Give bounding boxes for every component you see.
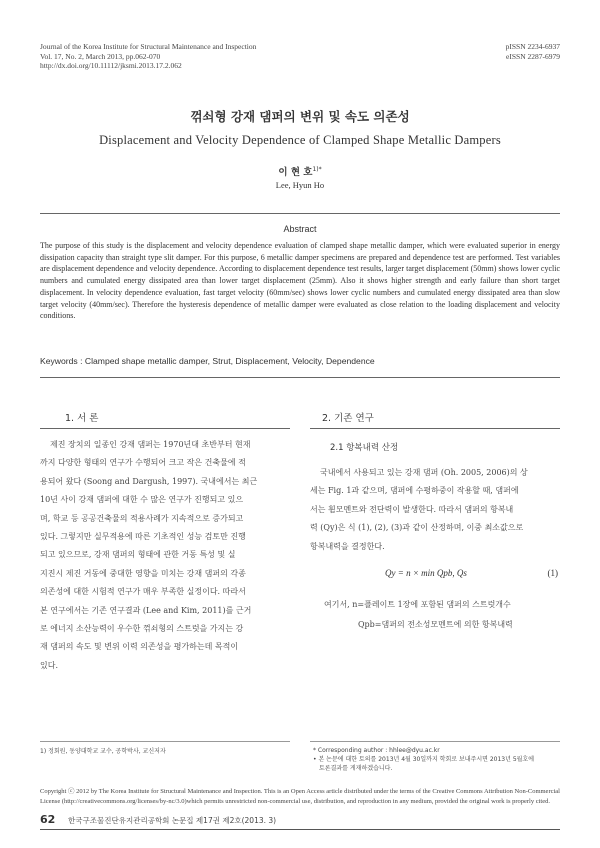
- abstract-bottom-rule: [40, 377, 560, 378]
- pissn: pISSN 2234-6937: [505, 42, 560, 51]
- journal-volume: Vol. 17, No. 2, March 2013, pp.062-070: [40, 51, 161, 61]
- eissn: eISSN 2287-6979: [506, 51, 560, 61]
- subsection-2-1-heading: 2.1 항복내력 산정: [330, 443, 399, 453]
- journal-footer: 한국구조물진단유지관리공학회 논문집 제17권 제2호(2013. 3): [68, 816, 277, 825]
- body-line: 며, 학교 등 공공건축물의 적용사례가 지속적으로 증가되고: [40, 513, 244, 523]
- body-line: 서는 휨모멘트와 전단력이 발생한다. 따라서 댐퍼의 항복내: [310, 504, 514, 514]
- author-english: Lee, Hyun Ho: [275, 180, 325, 190]
- title-english: Displacement and Velocity Dependence of Clamped Shape Metallic Dampers: [99, 133, 501, 147]
- section-2-rule: [310, 428, 560, 429]
- footer-rule: [40, 829, 560, 830]
- body-line: 재 댐퍼의 속도 및 변위 이력 의존성을 평가하는데 목적이: [40, 642, 239, 652]
- discussion-note-cont: 토론결과를 게재하겠습니다.: [319, 765, 393, 773]
- body-line: 10년 사이 강재 댐퍼에 대한 수 많은 연구가 진행되고 있으: [40, 495, 244, 505]
- section-2-heading: 2. 기존 연구: [322, 413, 374, 424]
- body-line: 있다.: [40, 660, 58, 670]
- section-1-rule: [40, 428, 290, 429]
- body-line: 되고 있으므로, 강재 댐퍼의 형태에 관한 거동 특성 및 실: [40, 550, 236, 560]
- page-number: 62: [40, 813, 56, 826]
- abstract-text: The purpose of this study is the displacement and velocity dependence evaluation of clamped shape metallic damper, which were evaluated superior in energy dissipation capacity than straight type slit damper. For this purpose, 6 metallic damper specimens are prepared and dependence test are performed. Test variables are displacement dependence and velocity dependence. According to displacement dependence test results, larger target displacement (50mm) shows lower cyclic numbers and cumulated energy dissipated area than lower target displacement (25mm). Also it shows higher strength and early failure than short target displacement. In velocity dependence evaluation, fast target velocity (60mm/sec) shows lower cyclic numbers and cumulated energy dissipated area than slow target velocity (40mm/sec). Therefore the hysteresis dependence of metallic damper were evaluated as close relation to the loading displacement and velocity conditions.: [40, 241, 560, 321]
- where-clause-2: Qpb=댐퍼의 전소성모멘트에 의한 항복내력: [358, 620, 513, 629]
- body-line: 로 에너지 소산능력이 우수한 꺾쇠형의 스트럿을 가지는 강: [40, 624, 244, 634]
- section-1-heading: 1. 서 론: [65, 413, 99, 424]
- doi-link[interactable]: http://dx.doi.org/10.11112/jksmi.2013.17.2.062: [40, 61, 182, 71]
- footnote-rule-left: [40, 741, 290, 742]
- abstract-top-rule: [40, 213, 560, 214]
- title-korean: 꺾쇠형 강재 댐퍼의 변위 및 속도 의존성: [190, 109, 410, 124]
- body-line: 까지 다양한 형태의 연구가 수행되어 크고 작은 건축물에 적: [40, 458, 246, 468]
- corresponding-author: * Corresponding author : hhlee@dyu.ac.kr: [313, 747, 440, 754]
- equation-formula: Qy = n × min Qpb, Qs: [385, 568, 467, 578]
- section-2-body: [310, 464, 560, 556]
- author-affiliation-mark: 1)*: [312, 165, 322, 173]
- body-line: 력 (Qy)은 식 (1), (2), (3)과 같이 산정하며, 이중 최소값으로: [310, 523, 524, 533]
- body-line: 있다. 그렇지만 실무적용에 따른 기초적인 성능 검토만 진행: [40, 532, 246, 542]
- discussion-note: • 본 논문에 대한 토의를 2013년 4월 30일까지 학회로 보내주시면 2013년 5월호에: [313, 756, 535, 764]
- body-line: 의존성에 대한 시험적 연구가 매우 부족한 실정이다. 따라서: [40, 587, 246, 597]
- corresponding-footnote: [313, 746, 559, 774]
- body-line: 본 연구에서는 기존 연구결과 (Lee and Kim, 2011)를 근거: [40, 605, 252, 615]
- body-line: 지진시 제진 거동에 중대한 영향을 미치는 강재 댐퍼의 각종: [40, 568, 246, 578]
- where-clause-1: 여기서, n=플레이트 1장에 포함된 댐퍼의 스트럿개수: [324, 600, 511, 609]
- body-line: 세는 Fig. 1과 같으며, 댐퍼에 수평하중이 작용할 때, 댐퍼에: [310, 486, 519, 496]
- section-1-body: [40, 436, 290, 675]
- keywords: Keywords : Clamped shape metallic damper, Strut, Displacement, Velocity, Dependence: [40, 356, 375, 366]
- equation-number: (1): [547, 568, 558, 578]
- body-line: 용되어 왔다 (Soong and Dargush, 1997). 국내에서는 최근: [40, 476, 258, 486]
- journal-name: Journal of the Korea Institute for Structural Maintenance and Inspection: [40, 42, 257, 51]
- author-name: 이 현 호: [278, 167, 313, 178]
- copyright-notice: Copyright ⓒ 2012 by The Korea Institute for Structural Maintenance and Inspection. This is an Open Access article distributed under the terms of the Creative Commons Attribution Non-Commercial License (http://creativecommons.org/licenses/by-nc/3.0)which permits unrestricted non-commercial use, distribution, and reproduction in any medium, provided the original work is properly cited.: [40, 788, 560, 805]
- journal-header: [40, 42, 256, 71]
- body-line: 항복내력을 결정한다.: [310, 541, 385, 551]
- body-line: 국내에서 사용되고 있는 강재 댐퍼 (Oh. 2005, 2006)의 상: [320, 468, 528, 477]
- author-korean: [0, 164, 600, 178]
- footnote-rule-right: [310, 741, 560, 742]
- body-line: 제진 장치의 일종인 강재 댐퍼는 1970년대 초반부터 현재: [50, 440, 251, 449]
- author-footnote: 1) 정회원, 동양대학교 교수, 공학박사, 교신저자: [40, 748, 166, 755]
- issn-block: [506, 42, 560, 61]
- abstract-heading: Abstract: [283, 224, 317, 234]
